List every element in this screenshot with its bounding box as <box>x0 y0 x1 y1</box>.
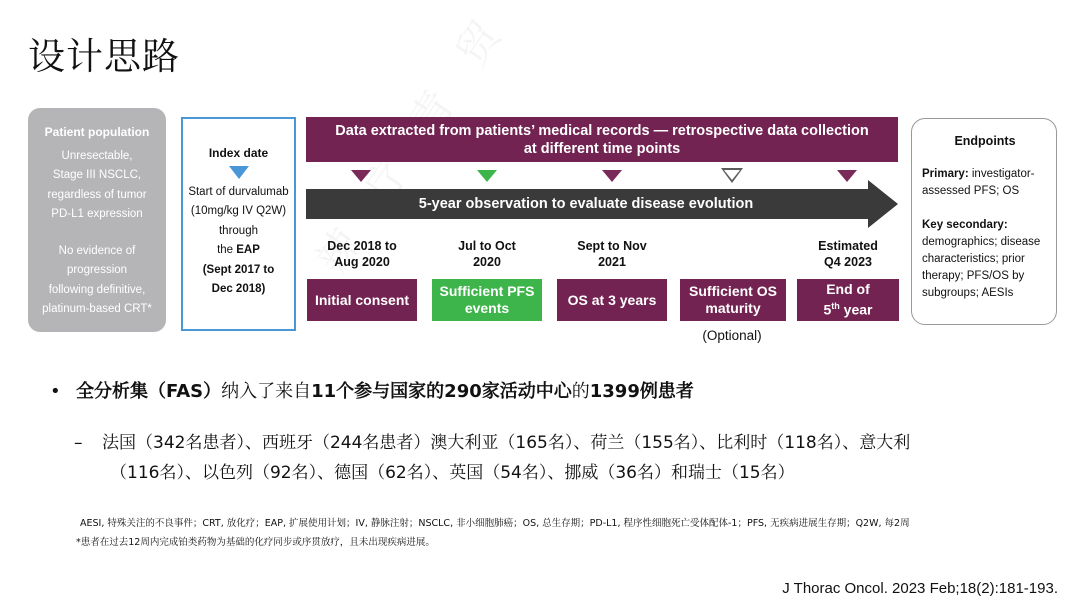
footnotes <box>76 514 910 552</box>
date-line: Jul to Oct <box>458 239 516 253</box>
population-line: progression <box>66 264 128 276</box>
population-line: PD-L1 expression <box>51 208 143 220</box>
bullet-dot: • <box>50 381 61 402</box>
country-sub-bullet <box>74 428 1034 488</box>
population-line: regardless of tumor <box>47 188 147 201</box>
population-line: No evidence of <box>58 244 136 257</box>
timepoint-sufficient-pfs <box>432 279 542 321</box>
timepoint-label: year <box>839 301 873 318</box>
observation-label: 5-year observation to evaluate disease evolution <box>418 196 754 212</box>
timepoint-os-3-years <box>557 279 667 321</box>
timepoint-label: OS at 3 years <box>567 291 657 308</box>
bullet-bold: 11个参与国家的290家活动中心 <box>311 381 572 402</box>
population-line: following definitive, <box>48 283 146 296</box>
asterisk-footnote: *患者在过去12周内完成铂类药物为基础的化疗同步或序贯放疗，且未出现疾病进展。 <box>76 537 435 548</box>
timepoint-initial-consent <box>307 279 417 321</box>
population-line: platinum-based CRT* <box>42 303 152 315</box>
timepoint-label: Initial consent <box>314 291 410 308</box>
date-line: 2021 <box>598 255 626 269</box>
fas-bullet <box>50 377 694 403</box>
index-date-line: Start of durvalumab <box>188 185 289 198</box>
population-line: Stage III NSCLC, <box>52 169 142 181</box>
timepoint-label: Sufficient OS <box>689 283 777 299</box>
index-date-line: (10mg/kg IV Q2W) <box>190 205 287 217</box>
sub-bullet-line: （116名）、以色列（92名）、德国（62名）、英国（54名）、挪威（36名）和瑞士（15名） <box>110 463 795 483</box>
abbreviations-footnote: AESI, 特殊关注的不良事件；CRT, 放化疗；EAP, 扩展使用计划；IV, 静脉注射；NSCLC, 非小细胞肺癌；OS, 总生存期；PD-L1, 程序性细胞死亡受体配体-1；PFS, 无疾病进展生存期；Q2W, 每2周 <box>80 518 910 529</box>
patient-population-box <box>28 108 166 332</box>
timepoint-label: maturity <box>705 300 761 316</box>
index-date-title: Index date <box>208 146 269 160</box>
bullet-bold: 全分析集（FAS） <box>76 381 222 402</box>
timepoint-label-sup: th <box>831 301 840 312</box>
optional-note: (Optional) <box>702 328 762 343</box>
population-title: Patient population <box>44 125 150 139</box>
bullet-text: 纳入了来自 <box>221 381 312 402</box>
timepoint-os-maturity <box>680 279 786 321</box>
date-line: Sept to Nov <box>577 239 647 253</box>
timepoint-label: 5 <box>823 301 832 318</box>
timepoint-label: End of <box>826 281 870 298</box>
index-date-period: Dec 2018) <box>211 283 266 295</box>
timepoint-end-5th-year <box>797 279 899 321</box>
primary-label: Primary: <box>922 168 969 180</box>
index-date-the: the <box>217 244 237 256</box>
slide-title: 设计思路 <box>28 35 180 78</box>
index-date-box <box>181 117 296 331</box>
index-date-period: (Sept 2017 to <box>202 263 275 276</box>
primary-text: investigator-assessed PFS; OS <box>922 168 1035 197</box>
timepoint-label: events <box>464 300 510 316</box>
timepoint-date <box>307 238 417 270</box>
sub-bullet-line: 法国（342名患者）、西班牙（244名患者）澳大利亚（165名）、荷兰（155名）、比利时（118名）、意大利 <box>102 433 911 453</box>
date-line: 2020 <box>473 255 501 269</box>
timepoint-date <box>557 238 667 270</box>
index-date-line: through <box>218 224 258 237</box>
secondary-text: demographics; disease characteristics; prior therapy; PFS/OS by subgroups; AESIs <box>922 236 1041 299</box>
primary-endpoint <box>922 166 1048 200</box>
citation: J Thorac Oncol. 2023 Feb;18(2):181-193. <box>782 580 1058 597</box>
secondary-endpoint <box>922 217 1048 302</box>
date-line: Dec 2018 to <box>327 239 397 253</box>
timepoint-date <box>432 238 542 270</box>
endpoints-box <box>911 118 1057 325</box>
bullet-bold: 1399例患者 <box>589 381 694 402</box>
timepoint-date <box>793 238 903 270</box>
date-line: Aug 2020 <box>334 255 390 269</box>
banner-line-2: at different time points <box>523 141 681 157</box>
date-line: Estimated <box>818 239 878 253</box>
endpoints-title: Endpoints <box>954 134 1016 148</box>
index-date-eap: EAP <box>236 244 260 256</box>
date-line: Q4 2023 <box>824 255 872 269</box>
data-collection-banner <box>306 117 898 162</box>
banner-line-1: Data extracted from patients’ medical records — retrospective data collection <box>335 123 869 139</box>
bullet-text: 的 <box>571 381 590 402</box>
secondary-label: Key secondary: <box>922 219 1008 231</box>
index-date-triangle-icon <box>229 166 249 179</box>
timepoint-label: Sufficient PFS <box>439 283 535 299</box>
dash: – <box>74 433 83 453</box>
population-line: Unresectable, <box>61 149 133 162</box>
